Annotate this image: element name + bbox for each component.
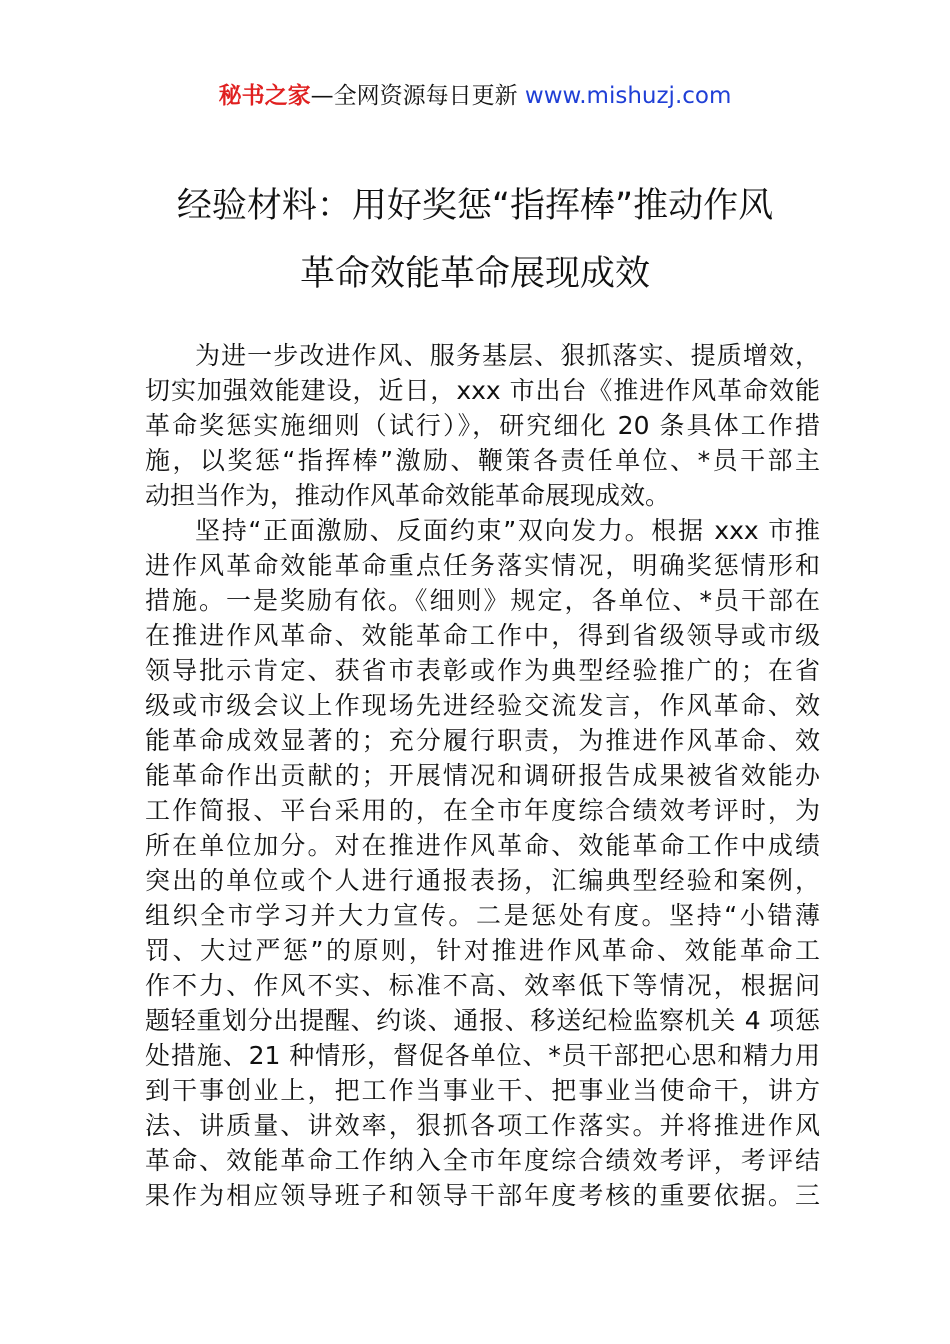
title-line: 革命效能革命展现成效 bbox=[299, 254, 650, 294]
text-line: 革命奖惩实施细则（试行）》，研究细化 20 条具体工作措 bbox=[145, 411, 820, 440]
text-line: 法、讲质量、讲效率，狠抓各项工作落实。并将推进作风 bbox=[145, 1111, 820, 1140]
text-line: 革命、效能革命工作纳入全市年度综合绩效考评，考评结 bbox=[145, 1146, 820, 1175]
document-body bbox=[145, 338, 820, 1213]
text-line: 进作风革命效能革命重点任务落实情况，明确奖惩情形和 bbox=[145, 551, 820, 580]
site-url-link[interactable]: www.mishuzj.com bbox=[524, 83, 732, 109]
site-tagline: —全网资源每日更新 bbox=[310, 83, 518, 109]
site-banner bbox=[0, 80, 950, 112]
text-line: 能革命作出贡献的；开展情况和调研报告成果被省效能办 bbox=[145, 761, 820, 790]
title-line: 经验材料：用好奖惩“指挥棒”推动作风 bbox=[176, 186, 774, 226]
text-line: 施，以奖惩“指挥棒”激励、鞭策各责任单位、*员干部主 bbox=[145, 446, 820, 475]
text-line: 坚持“正面激励、反面约束”双向发力。根据 xxx 市推 bbox=[195, 516, 820, 545]
paragraph bbox=[145, 513, 820, 1213]
text-line: 在推进作风革命、效能革命工作中，得到省级领导或市级 bbox=[145, 621, 820, 650]
text-line: 组织全市学习并大力宣传。二是惩处有度。坚持“小错薄 bbox=[145, 901, 820, 930]
paragraph bbox=[145, 338, 820, 513]
text-line: 所在单位加分。对在推进作风革命、效能革命工作中成绩 bbox=[145, 831, 820, 860]
text-line: 能革命成效显著的；充分履行职责，为推进作风革命、效 bbox=[145, 726, 820, 755]
text-line: 切实加强效能建设，近日，xxx 市出台《推进作风革命效能 bbox=[145, 376, 820, 405]
text-line: 题轻重划分出提醒、约谈、通报、移送纪检监察机关 4 项惩 bbox=[145, 1006, 820, 1035]
text-line: 突出的单位或个人进行通报表扬，汇编典型经验和案例， bbox=[145, 866, 820, 895]
text-line: 罚、大过严惩”的原则，针对推进作风革命、效能革命工 bbox=[145, 936, 820, 965]
text-line: 措施。一是奖励有依。《细则》规定，各单位、*员干部在 bbox=[145, 586, 820, 615]
text-line: 处措施、21 种情形，督促各单位、*员干部把心思和精力用 bbox=[145, 1041, 820, 1070]
site-brand: 秘书之家 bbox=[218, 83, 311, 109]
text-line: 作不力、作风不实、标准不高、效率低下等情况，根据问 bbox=[145, 971, 820, 1000]
text-line: 领导批示肯定、获省市表彰或作为典型经验推广的；在省 bbox=[145, 656, 820, 685]
text-line: 工作简报、平台采用的，在全市年度综合绩效考评时，为 bbox=[145, 796, 820, 825]
text-line: 动担当作为，推动作风革命效能革命展现成效。 bbox=[145, 481, 671, 510]
text-line: 果作为相应领导班子和领导干部年度考核的重要依据。三 bbox=[145, 1181, 820, 1210]
text-line: 级或市级会议上作现场先进经验交流发言，作风革命、效 bbox=[145, 691, 820, 720]
text-line: 为进一步改进作风、服务基层、狠抓落实、提质增效， bbox=[195, 341, 820, 370]
text-line: 到干事创业上，把工作当事业干、把事业当使命干，讲方 bbox=[145, 1076, 820, 1105]
document-title bbox=[100, 172, 850, 308]
